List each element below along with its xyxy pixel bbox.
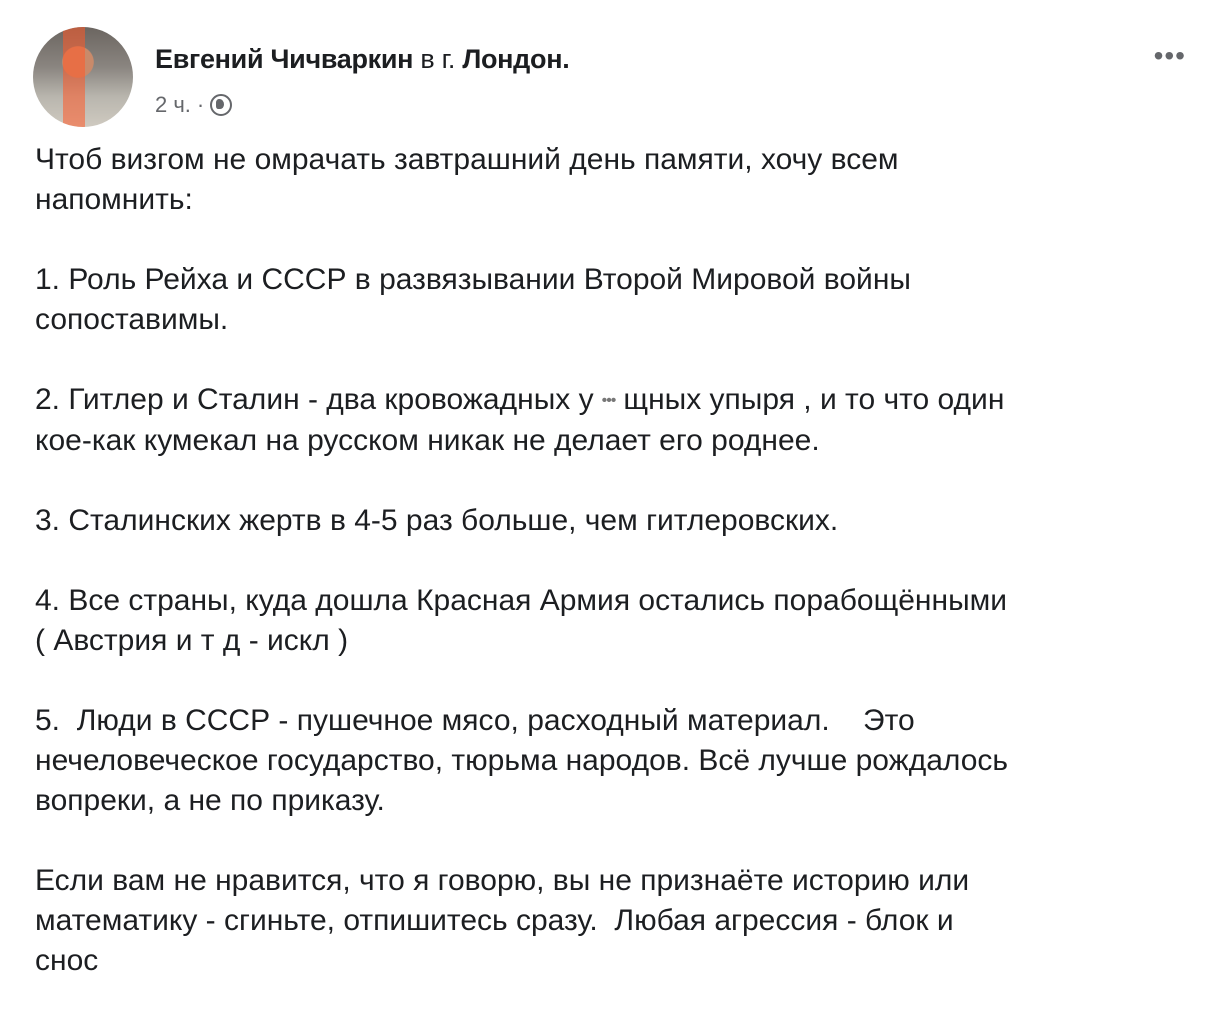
paragraph	[35, 581, 1008, 661]
text-line: 4. Все страны, куда дошла Красная Армия остались порабощёнными	[35, 584, 1008, 618]
text-segment: 2. Гитлер и Сталин - два кровожадных у	[35, 383, 594, 416]
paragraph	[35, 140, 1008, 220]
avatar-overlay	[63, 27, 85, 127]
text-line: 5. Люди в СССР - пушечное мясо, расходный материал. Это	[35, 704, 915, 738]
text-line: напомнить:	[35, 183, 193, 216]
text-line: 3. Сталинских жертв в 4-5 раз больше, чем гитлеровских.	[35, 504, 839, 538]
paragraph	[35, 501, 1008, 541]
author-name[interactable]: Евгений Чичваркин	[155, 44, 414, 74]
location-link[interactable]: Лондон.	[462, 44, 570, 74]
timestamp[interactable]: 2 ч.	[155, 92, 191, 117]
text-line: сопоставимы.	[35, 303, 229, 336]
location-prefix: в г.	[420, 44, 456, 74]
paragraph	[35, 861, 1008, 981]
text-line: нечеловеческое государство, тюрьма народов. Всё лучше рождалось	[35, 744, 1009, 778]
paragraph	[35, 701, 1008, 821]
text-line: 1. Роль Рейха и СССР в развязывании Второй Мировой войны	[35, 263, 911, 296]
text-line: снос	[35, 944, 99, 978]
text-line: Если вам не нравится, что я говорю, вы не признаёте историю или	[35, 864, 970, 898]
post-header-title	[155, 44, 569, 75]
text-line	[35, 380, 1008, 421]
text-line: ( Австрия и т д - искл )	[35, 624, 349, 658]
post-meta	[155, 92, 232, 118]
avatar[interactable]	[33, 27, 133, 127]
post-body	[35, 140, 1008, 1021]
more-options-button[interactable]: •••	[1153, 40, 1186, 71]
text-segment: щных упыря , и то что один	[623, 383, 1005, 416]
globe-icon	[210, 94, 232, 116]
paragraph	[35, 260, 1008, 340]
text-line: Чтоб визгом не омрачать завтрашний день памяти, хочу всем	[35, 143, 899, 176]
text-line: вопреки, а не по приказу.	[35, 784, 385, 818]
separator: ·	[196, 92, 205, 117]
censored-dots-icon: •••	[601, 392, 616, 410]
text-line: кое-как кумекал на русском никак не делает его роднее.	[35, 424, 820, 458]
paragraph	[35, 380, 1008, 461]
text-line: математику - сгиньте, отпишитесь сразу. Любая агрессия - блок и	[35, 904, 954, 938]
